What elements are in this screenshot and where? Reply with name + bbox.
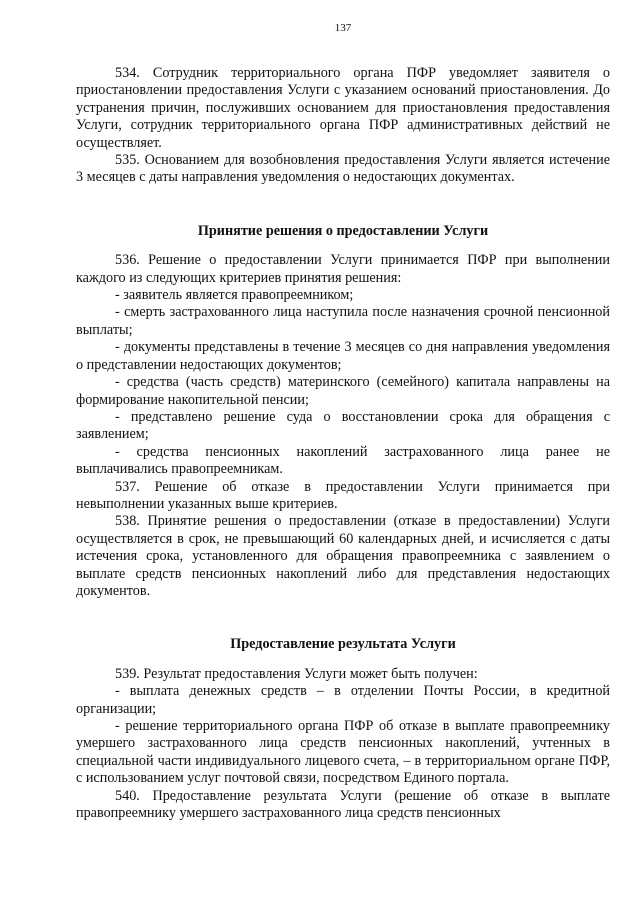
paragraph-537: 537. Решение об отказе в предоставлении Услуги принимается при невыполнении указанных выше критериев. — [76, 478, 610, 512]
document-page — [76, 22, 610, 822]
paragraph-536: 536. Решение о предоставлении Услуги принимается ПФР при выполнении каждого из следующих критериев принятия решения: — [76, 252, 610, 286]
result-item: - решение территориального органа ПФР об отказе в выплате правопреемнику умершего застрахованного лица средств пенсионных накоплений, учтенных в специальной части индивидуального лицевого счета, – в территориальном органе ПФР, с использованием услуг почтовой связи, посредством Единого портала. — [76, 718, 610, 787]
criterion-item: - заявитель является правопреемником; — [115, 287, 354, 304]
paragraph-538: 538. Принятие решения о предоставлении (отказе в предоставлении) Услуги осуществляется в срок, не превышающий 60 календарных дней, и исчисляется с даты истечения срока, установленного для обращения правопреемника с заявлением о выплате средств пенсионных накоплений либо для представления недостающих документов. — [76, 513, 610, 599]
result-item: - выплата денежных средств – в отделении Почты России, в кредитной организации; — [76, 683, 610, 717]
criterion-item: - средства (часть средств) материнского (семейного) капитала направлены на формирование накопительной пенсии; — [76, 374, 610, 408]
paragraph-534: 534. Сотрудник территориального органа ПФР уведомляет заявителя о приостановлении предоставления Услуги с указанием оснований приостановления. До устранения причин, послуживших основанием для приостановления предоставления Услуги, сотрудник территориального органа ПФР административных действий не осуществляет. — [76, 65, 610, 151]
page-number: 137 — [334, 22, 352, 34]
paragraph-540: 540. Предоставление результата Услуги (решение об отказе в выплате правопреемнику умершего застрахованного лица средств пенсионных — [76, 787, 610, 822]
criterion-item: - представлено решение суда о восстановлении срока для обращения с заявлением; — [76, 408, 610, 443]
paragraph-539: 539. Результат предоставления Услуги может быть получен: — [115, 665, 478, 682]
paragraph-535: 535. Основанием для возобновления предоставления Услуги является истечение 3 месяцев с даты направления уведомления о недостающих документах. — [76, 152, 610, 186]
criterion-item: - средства пенсионных накоплений застрахованного лица ранее не выплачивались правопреемникам. — [76, 443, 610, 478]
criterion-item: - смерть застрахованного лица наступила после назначения срочной пенсионной выплаты; — [76, 304, 610, 338]
section-heading-decision: Принятие решения о предоставлении Услуги — [197, 222, 489, 239]
section-heading-result: Предоставление результата Услуги — [230, 636, 456, 653]
criterion-item: - документы представлены в течение 3 месяцев со дня направления уведомления о представлении недостающих документов; — [76, 339, 610, 373]
